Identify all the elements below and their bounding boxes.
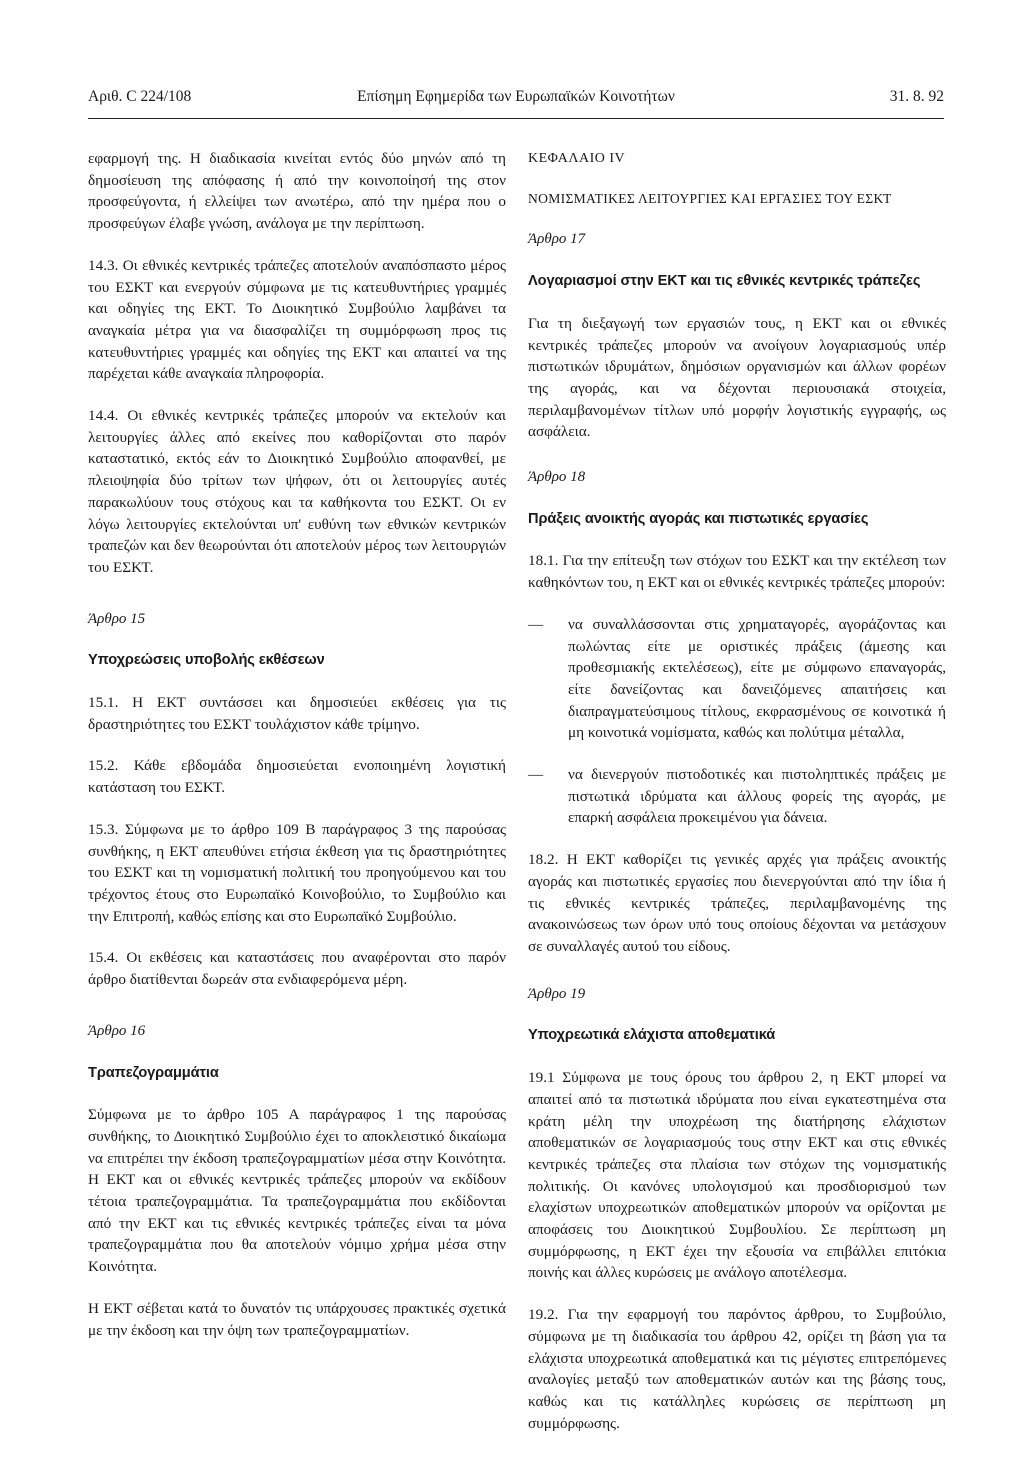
journal-reference: Αριθ. C 224/108 <box>88 88 192 105</box>
paragraph-15-3: 15.3. Σύμφωνα με το άρθρο 109 Β παράγραφος 3 της παρούσας συνθήκης, η ΕΚΤ απευθύνει ετήσια έκθεση για τις δραστηριότητες του ΕΣΚΤ και τη νομισματική πολιτική του προηγούμενου και του τρέχοντος έτους στο Ευρωπαϊκό Κοινοβούλιο, το Συμβούλιο και την Επιτροπή, καθώς επίσης και στο Ευρωπαϊκό Συμβούλιο. <box>88 820 506 925</box>
publication-date: 31. 8. 92 <box>889 88 944 105</box>
article-16-title: Τραπεζογραμμάτια <box>88 1064 219 1081</box>
paragraph-14-4: 14.4. Οι εθνικές κεντρικές τράπεζες μπορούν να εκτελούν και λειτουργίες άλλες από εκείνες που καθορίζονται στο παρόν καταστατικό, εκτός εάν το Διοικητικό Συμβούλιο αποφανθεί, με πλειοψηφία δύο τρίτων των ψήφων, ότι οι λειτουργίες αυτές παρακωλύουν τους στόχους και τα καθήκοντα του ΕΣΚΤ. Οι εν λόγω λειτουργίες εκτελούνται υπ' ευθύνη των εθνικών κεντρικών τραπεζών και δεν θεωρούνται ότι αποτελούν μέρος των λειτουργιών του ΕΣΚΤ. <box>88 407 506 576</box>
list-item <box>528 614 946 744</box>
article-18-number: Άρθρο 18 <box>528 469 586 486</box>
paragraph-14-3: 14.3. Οι εθνικές κεντρικές τράπεζες αποτελούν αναπόσπαστο μέρος του ΕΣΚΤ και ενεργούν σύμφωνα με τις κατευθυντήριες γραμμές και οδηγίες της ΕΚΤ. Το Διοικητικό Συμβούλιο λαμβάνει τα αναγκαία μέτρα για να διασφαλίζει τη συμμόρφωση προς τις κατευθυντήριες γραμμές και οδηγίες της ΕΚΤ και απαιτεί να της παρέχεται κάθε αναγκαία πληροφορία. <box>88 256 506 383</box>
paragraph-17: Για τη διεξαγωγή των εργασιών τους, η ΕΚΤ και οι εθνικές κεντρικές τράπεζες μπορούν να ανοίγουν λογαριασμούς υπέρ πιστωτικών ιδρυμάτων, δημόσιων οργανισμών και άλλων φορέων της αγοράς, και να δέχονται περιουσιακά στοιχεία, περιλαμβανομένων τίτλων υπό μορφήν λογιστικής εγγραφής, ως ασφάλεια. <box>528 314 946 441</box>
paragraph-15-1: 15.1. Η ΕΚΤ συντάσσει και δημοσιεύει εκθέσεις για τις δραστηριότητες του ΕΣΚΤ τουλάχιστον κάθε τρίμηνο. <box>88 694 506 733</box>
chapter-title: ΝΟΜΙΣΜΑΤΙΚΕΣ ΛΕΙΤΟΥΡΓΙΕΣ ΚΑΙ ΕΡΓΑΣΙΕΣ ΤΟΥ ΕΣΚΤ <box>528 190 892 206</box>
paragraph-15-4: 15.4. Οι εκθέσεις και καταστάσεις που αναφέρονται στο παρόν άρθρο διατίθενται δωρεάν στα ενδιαφερόμενα μέρη. <box>88 949 506 989</box>
paragraph-18-1: 18.1. Για την επίτευξη των στόχων του ΕΣΚΤ και την εκτέλεση των καθηκόντων του, η ΕΚΤ και οι εθνικές κεντρικές τράπεζες μπορούν: <box>528 552 946 592</box>
paragraph-15-2: 15.2. Κάθε εβδομάδα δημοσιεύεται ενοποιημένη λογιστική κατάσταση του ΕΣΚΤ. <box>88 757 506 797</box>
dash-marker: — <box>528 766 544 784</box>
chapter-number: ΚΕΦΑΛΑΙΟ IV <box>528 151 626 166</box>
article-15-number: Άρθρο 15 <box>88 610 146 627</box>
dash-marker: — <box>528 615 544 633</box>
article-19-number: Άρθρο 19 <box>528 985 586 1002</box>
list-item-text: να συναλλάσσονται στις χρηματαγορές, αγοράζοντας και πωλώντας είτε με οριστικές πράξεις (άμεσης και προθεσμιακής εκτελέσεως), είτε με σύμφωνο επαναγοράς, είτε δανείζοντας και δανειζόμενες απαιτήσεις και διαπραγματεύσιμους τίτλους, εκφρασμένους σε κοινοτικά ή μη κοινοτικά νομίσματα, καθώς και πολύτιμα μέταλλα, <box>568 615 946 742</box>
article-17-number: Άρθρο 17 <box>528 231 586 248</box>
page-header <box>88 84 944 114</box>
paragraph-18-2: 18.2. Η ΕΚΤ καθορίζει τις γενικές αρχές για πράξεις ανοικτής αγοράς και πιστωτικές εργασίες που διενεργούνται από την ίδια ή τις εθνικές κεντρικές τράπεζες, περιλαμβανομένης της ανακοινώσεως των όρων υπό τους οποίους δέχονται να μετάσχουν σε συναλλαγές αυτού του είδους. <box>528 851 946 955</box>
left-column <box>88 148 506 1341</box>
right-column <box>528 148 946 1434</box>
header-rule <box>88 118 944 119</box>
article-17-title: Λογαριασμοί στην ΕΚΤ και τις εθνικές κεντρικές τράπεζες <box>528 273 921 290</box>
paragraph-19-2: 19.2. Για την εφαρμογή του παρόντος άρθρου, το Συμβούλιο, σύμφωνα με τη διαδικασία του άρθρου 42, ορίζει τη βάση για τα ελάχιστα υποχρεωτικά αποθεματικά και τις μέγιστες επιτρεπόμενες αναλογίες μεταξύ των αποθεματικών αυτών και της βάσης τους, καθώς και τις κατάλληλες κυρώσεις σε περίπτωση μη συμμόρφωσης. <box>528 1306 946 1432</box>
list-item-text: να διενεργούν πιστοδοτικές και πιστοληπτικές πράξεις με πιστωτικά ιδρύματα και άλλους φορείς της αγοράς, με επαρκή ασφάλεια προκειμένου για δάνεια. <box>568 766 946 827</box>
list-item <box>528 764 946 829</box>
article-15-title: Υποχρεώσεις υποβολής εκθέσεων <box>88 652 325 669</box>
article-18-title: Πράξεις ανοικτής αγοράς και πιστωτικές εργασίες <box>528 510 869 527</box>
paragraph-16-b: Η ΕΚΤ σέβεται κατά το δυνατόν τις υπάρχουσες πρακτικές σχετικά με την έκδοση και την όψη των τραπεζογραμματίων. <box>88 1299 506 1339</box>
paragraph-19-1: 19.1 Σύμφωνα με τους όρους του άρθρου 2, η ΕΚΤ μπορεί να απαιτεί από τα πιστωτικά ιδρύματα που είναι εγκατεστημένα στα κράτη μέλη την υποχρέωση της διατήρησης ελάχιστων αποθεματικών σε λογαριασμούς τους στην ΕΚΤ και στις εθνικές κεντρικές τράπεζες στα πλαίσια των στόχων της νομισματικής πολιτικής. Οι κανόνες υπολογισμού και προσδιορισμού των ελαχίστων υποχρεωτικών αποθεματικών μπορούν να ορίζονται με αποφάσεις του Διοικητικού Συμβουλίου. Σε περίπτωση μη συμμόρφωσης, η ΕΚΤ έχει την εξουσία να επιβάλλει επιτόκια ποινής και άλλες κυρώσεις με ανάλογο αποτέλεσμα. <box>528 1069 946 1282</box>
paragraph-16-a: Σύμφωνα με το άρθρο 105 Α παράγραφος 1 της παρούσας συνθήκης, το Διοικητικό Συμβούλιο έχει το αποκλειστικό δικαίωμα να επιτρέπει την έκδοση τραπεζογραμματίων μέσα στην Κοινότητα. Η ΕΚΤ και οι εθνικές κεντρικές τράπεζες μπορούν να εκδίδουν τέτοια τραπεζογραμμάτια. Τα τραπεζογραμμάτια που εκδίδονται από την ΕΚΤ και τις εθνικές κεντρικές τράπεζες είναι τα μόνα τραπεζογραμμάτια που θα αποτελούν νόμιμο χρήμα μέσα στην Κοινότητα. <box>88 1106 506 1276</box>
article-19-title: Υποχρεωτικά ελάχιστα αποθεματικά <box>528 1027 776 1044</box>
journal-title: Επίσημη Εφημερίδα των Ευρωπαϊκών Κοινοτήτων <box>357 88 675 105</box>
paragraph-continuation: εφαρμογή της. Η διαδικασία κινείται εντός δύο μηνών από τη δημοσίευση της απόφασης ή από την κοινοποίησή της στον προσφεύγοντα, ή ελλείψει των ανωτέρω, από την ημέρα που ο προσφεύγων έλαβε γνώση, ανάλογα με την περίπτωση. <box>88 150 506 233</box>
article-16-number: Άρθρο 16 <box>88 1022 146 1039</box>
